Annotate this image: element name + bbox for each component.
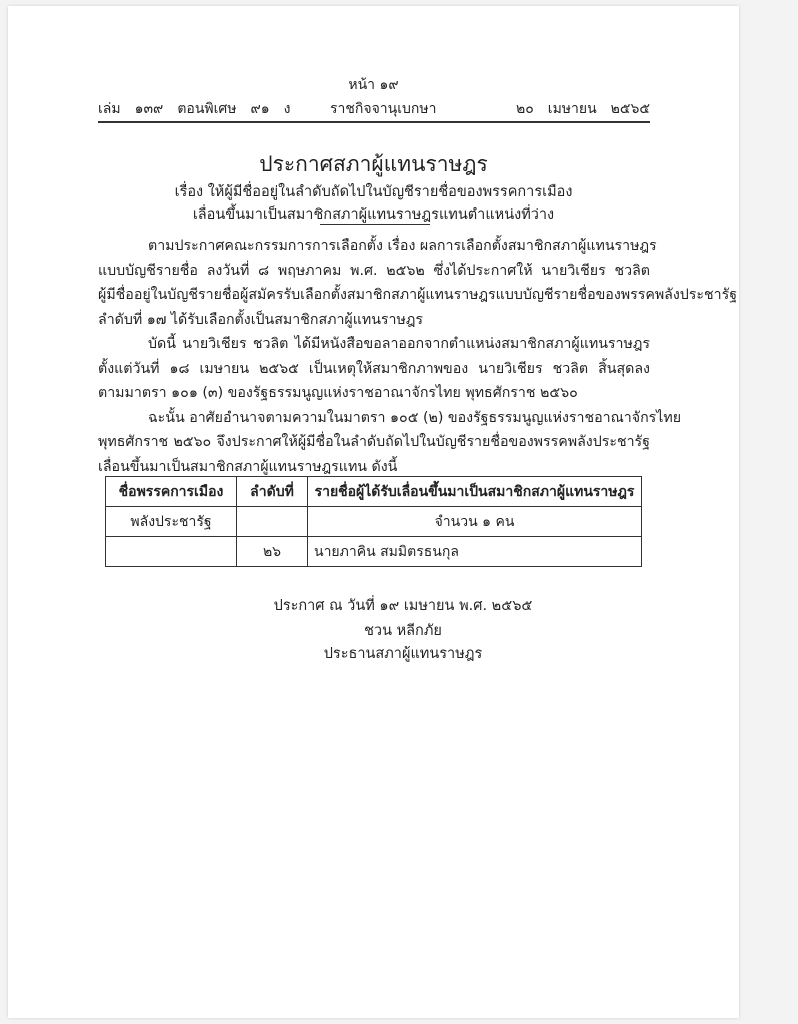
table-row — [106, 537, 642, 567]
cell-rank: ๒๖ — [237, 537, 308, 567]
volume-number: ๑๓๙ — [134, 101, 164, 117]
section-number: ๙๑ — [250, 101, 270, 117]
header-divider — [98, 121, 650, 123]
date-month: เมษายน — [547, 101, 597, 117]
text-line: ผู้มีชื่ออยู่ในบัญชีรายชื่อผู้สมัครรับเลือกตั้งสมาชิกสภาผู้แทนราษฎรแบบบัญชีรายชื่อของพรรคพลังประชารัฐ — [98, 287, 738, 303]
cell-rank — [237, 507, 308, 537]
volume-info — [98, 98, 305, 120]
subject-line-2: เลื่อนขึ้นมาเป็นสมาชิกสภาผู้แทนราษฎรแทนตำแหน่งที่ว่าง — [192, 207, 555, 223]
paragraph-3 — [98, 406, 682, 480]
publication-name: ราชกิจจานุเบกษา — [330, 101, 437, 117]
announcement-title: ประกาศสภาผู้แทนราษฎร — [259, 152, 488, 176]
page-number: หน้า ๑๙ — [348, 77, 399, 93]
cell-names: จำนวน ๑ คน — [308, 507, 642, 537]
cell-names: นายภาคิน สมมิตรธนกุล — [308, 537, 642, 567]
text-line: ลำดับที่ ๑๗ ได้รับเลือกตั้งเป็นสมาชิกสภาผู้แทนราษฎร — [98, 311, 424, 328]
section-letter: ง — [283, 101, 291, 117]
volume-label: เล่ม — [98, 101, 121, 117]
paragraph-2 — [98, 332, 650, 406]
header-rank: ลำดับที่ — [237, 477, 308, 507]
issue-date — [502, 98, 650, 120]
date-day: ๒๐ — [516, 101, 534, 117]
text-line: แบบบัญชีรายชื่อ ลงวันที่ ๘ พฤษภาคม พ.ศ. ๒๕๖๒ ซึ่งได้ประกาศให้ นายวิเชียร ชวลิต — [98, 262, 650, 279]
header-names: รายชื่อผู้ได้รับเลื่อนขึ้นมาเป็นสมาชิกสภาผู้แทนราษฎร — [308, 477, 642, 507]
text-line: บัดนี้ นายวิเชียร ชวลิต ได้มีหนังสือขอลาออกจากตำแหน่งสมาชิกสภาผู้แทนราษฎร — [148, 336, 650, 352]
cell-party — [106, 537, 237, 567]
gazette-page — [8, 6, 739, 1018]
header-party: ชื่อพรรคการเมือง — [106, 477, 237, 507]
gazette-header — [98, 98, 650, 120]
announcement-date: ประกาศ ณ วันที่ ๑๙ เมษายน พ.ศ. ๒๕๖๕ — [273, 598, 533, 614]
text-line: ตามประกาศคณะกรรมการการเลือกตั้ง เรื่อง ผลการเลือกตั้งสมาชิกสภาผู้แทนราษฎร — [148, 238, 657, 254]
table-row — [106, 507, 642, 537]
text-line: พุทธศักราช ๒๕๖๐ จึงประกาศให้ผู้มีชื่อในลำดับถัดไปในบัญชีรายชื่อของพรรคพลังประชารัฐ — [98, 434, 650, 450]
announcement-body — [98, 234, 738, 479]
table-header-row — [106, 477, 642, 507]
signatory-name: ชวน หลีกภัย — [364, 623, 442, 639]
text-line: ตามมาตรา ๑๐๑ (๓) ของรัฐธรรมนูญแห่งราชอาณาจักรไทย พุทธศักราช ๒๕๖๐ — [98, 385, 578, 401]
date-year: ๒๕๖๕ — [610, 101, 650, 117]
promotion-table — [105, 476, 642, 567]
section-label: ตอนพิเศษ — [177, 101, 237, 117]
text-line: เลื่อนขึ้นมาเป็นสมาชิกสภาผู้แทนราษฎรแทน ดังนี้ — [98, 458, 398, 475]
title-divider — [320, 224, 430, 225]
signatory-position: ประธานสภาผู้แทนราษฎร — [323, 646, 483, 662]
text-line: ตั้งแต่วันที่ ๑๘ เมษายน ๒๕๖๕ เป็นเหตุให้สมาชิกภาพของ นายวิเชียร ชวลิต สิ้นสุดลง — [98, 360, 650, 377]
subject-line-1: เรื่อง ให้ผู้มีชื่ออยู่ในลำดับถัดไปในบัญชีรายชื่อของพรรคการเมือง — [174, 184, 573, 200]
paragraph-1 — [98, 234, 738, 332]
text-line: ฉะนั้น อาศัยอำนาจตามความในมาตรา ๑๐๕ (๒) ของรัฐธรรมนูญแห่งราชอาณาจักรไทย — [148, 409, 682, 426]
cell-party: พลังประชารัฐ — [106, 507, 237, 537]
